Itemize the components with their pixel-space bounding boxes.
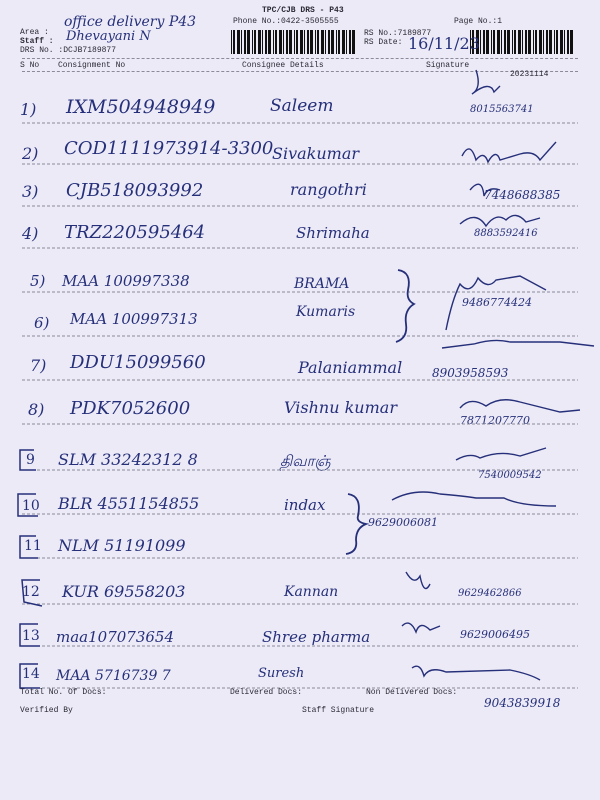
row-number: 11	[24, 538, 42, 554]
row-number: 13	[22, 628, 40, 644]
consignee-name: rangothri	[290, 180, 367, 199]
document-title: TPC/CJB DRS - P43	[262, 6, 344, 15]
consignment-number: SLM 33242312 8	[58, 450, 198, 469]
signature-note: 7540009542	[478, 470, 542, 481]
signature-note: 7448688385	[484, 188, 561, 202]
drs-number: DRS No. :DCJB7189877	[20, 46, 117, 55]
consignee-name: Palaniammal	[298, 358, 403, 377]
signature-note: 9486774424	[462, 296, 532, 309]
delivered-docs-label: Delivered Docs:	[230, 688, 303, 697]
consignment-number: TRZ220595464	[64, 222, 206, 243]
row-number: 1)	[20, 100, 37, 119]
consignment-number: NLM 51191099	[58, 536, 186, 555]
column-sno: S No	[20, 61, 40, 70]
non-delivered-docs-label: Non Delivered Docs:	[366, 688, 458, 697]
row-number: 10	[22, 498, 40, 514]
consignment-number: MAA 100997338	[62, 272, 190, 290]
column-consignment: Consignment No	[58, 61, 126, 70]
consignee-name: indax	[284, 496, 326, 514]
date-stamp: 20231114	[510, 70, 549, 79]
consignment-number: KUR 69558203	[62, 582, 186, 601]
page-number: Page No.:1	[454, 17, 503, 26]
staff-value-handwritten: Dhevayani N	[66, 29, 151, 44]
row-number: 9	[26, 452, 35, 468]
consignment-number: PDK7052600	[70, 398, 191, 419]
staff-label: Staff :	[20, 37, 54, 46]
consignment-number: IXM504948949	[66, 96, 216, 118]
row-number: 5)	[30, 272, 46, 290]
signature-note: 9629006081	[368, 516, 438, 529]
consignment-number: BLR 4551154855	[58, 494, 200, 513]
signature-note: 7871207770	[460, 414, 530, 427]
consignee-name: BRAMA	[294, 276, 350, 292]
row-number: 12	[22, 584, 40, 600]
signature-note: 8015563741	[470, 104, 534, 115]
column-consignee: Consignee Details	[242, 61, 324, 70]
consignment-number: maa107073654	[56, 628, 175, 646]
signature-note: 8903958593	[432, 366, 509, 380]
consignee-name: Shrimaha	[296, 224, 370, 242]
consignment-number: MAA 100997313	[70, 310, 198, 328]
consignment-number: DDU15099560	[70, 352, 206, 373]
consignment-number: CJB518093992	[66, 180, 204, 201]
row-number: 3)	[22, 182, 39, 201]
rs-number: RS No.:7189877	[364, 29, 432, 38]
consignee-name: Suresh	[258, 666, 305, 681]
consignee-name: திவாஞ்	[280, 452, 331, 470]
area-label: Area :	[20, 28, 49, 37]
signature-note: 9043839918	[484, 696, 561, 710]
row-number: 2)	[22, 144, 39, 163]
phone-number: Phone No.:0422-3505555	[233, 17, 339, 26]
row-number: 14	[22, 666, 40, 682]
consignment-number: MAA 5716739 7	[56, 668, 171, 684]
consignment-number: COD1111973914-3300	[64, 138, 274, 159]
area-value-handwritten: office delivery P43	[64, 14, 197, 30]
signature-note: 9629006495	[460, 628, 530, 641]
column-signature: Signature	[426, 61, 470, 70]
staff-signature-label: Staff Signature	[302, 706, 375, 715]
row-number: 6)	[34, 314, 50, 332]
signature-note: 9629462866	[458, 588, 522, 599]
rs-date-handwritten: 16/11/23	[408, 34, 480, 53]
signature-note: 8883592416	[474, 228, 538, 239]
rs-date-label: RS Date:	[364, 38, 403, 47]
row-number: 8)	[28, 400, 45, 419]
consignee-name: Vishnu kumar	[284, 398, 397, 417]
verified-by-label: Verified By	[20, 706, 73, 715]
consignee-name: Saleem	[270, 96, 334, 116]
consignee-name: Shree pharma	[262, 628, 371, 646]
row-number: 7)	[30, 356, 47, 375]
row-number: 4)	[22, 224, 39, 243]
consignee-name: Sivakumar	[272, 144, 360, 163]
consignee-name: Kannan	[284, 584, 339, 600]
consignee-name: Kumaris	[296, 304, 356, 320]
total-docs-label: Total No. Of Docs:	[20, 688, 107, 697]
